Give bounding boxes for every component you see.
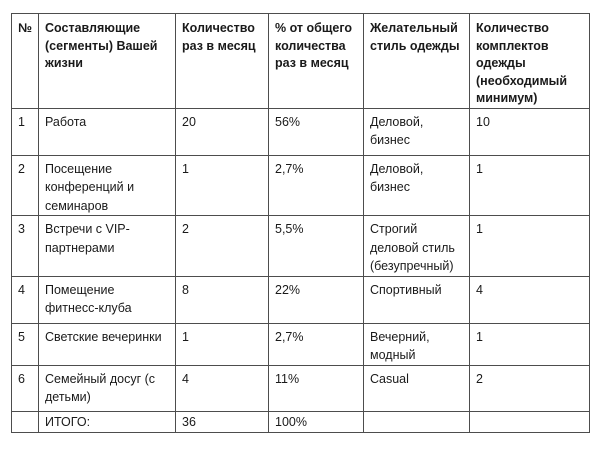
cell-style: Casual [364,365,470,411]
cell-times-per-month: 4 [176,365,269,411]
cell-segment: Помещение фитнесс‑клуба [39,276,176,323]
cell-sets: 4 [470,276,590,323]
col-header-number: № [12,14,39,109]
cell-sets: 1 [470,155,590,216]
cell-times-per-month: 8 [176,276,269,323]
cell-number: 3 [12,216,39,277]
col-header-style: Желательный стиль одежды [364,14,470,109]
total-row [12,411,590,432]
cell-style: Вечерний, модный [364,323,470,365]
total-sets [470,411,590,432]
cell-sets: 1 [470,216,590,277]
total-label: ИТОГО: [39,411,176,432]
cell-percent: 2,7% [269,155,364,216]
cell-segment: Посещение конференций и семинаров [39,155,176,216]
document-table-container [11,13,590,433]
cell-times-per-month: 2 [176,216,269,277]
cell-style: Строгий деловой стиль (безупречный) [364,216,470,277]
col-header-sets: Количество комплектов одежды (необходимый минимум) [470,14,590,109]
table-row [12,276,590,323]
cell-segment: Семейный досуг (с детьми) [39,365,176,411]
header-row [12,14,590,109]
table-row [12,155,590,216]
cell-style: Деловой, бизнес [364,108,470,155]
table-row [12,108,590,155]
cell-number: 4 [12,276,39,323]
total-times-per-month: 36 [176,411,269,432]
cell-number: 2 [12,155,39,216]
cell-segment: Светские вечеринки [39,323,176,365]
cell-number: 1 [12,108,39,155]
table-row [12,216,590,277]
table-row [12,323,590,365]
cell-percent: 2,7% [269,323,364,365]
cell-sets: 2 [470,365,590,411]
cell-sets: 1 [470,323,590,365]
total-percent: 100% [269,411,364,432]
life-segments-clothing-table [11,13,590,433]
col-header-segment: Составляющие (сегменты) Вашей жизни [39,14,176,109]
cell-segment: Встречи с VIP-партнерами [39,216,176,277]
table-row [12,365,590,411]
cell-sets: 10 [470,108,590,155]
cell-style: Спортивный [364,276,470,323]
cell-number [12,411,39,432]
cell-number: 5 [12,323,39,365]
cell-segment: Работа [39,108,176,155]
cell-percent: 56% [269,108,364,155]
cell-style: Деловой, бизнес [364,155,470,216]
cell-times-per-month: 1 [176,155,269,216]
cell-times-per-month: 1 [176,323,269,365]
col-header-times-per-month: Количество раз в месяц [176,14,269,109]
col-header-percent: % от общего количества раз в месяц [269,14,364,109]
cell-percent: 22% [269,276,364,323]
total-style [364,411,470,432]
cell-times-per-month: 20 [176,108,269,155]
cell-number: 6 [12,365,39,411]
cell-percent: 11% [269,365,364,411]
cell-percent: 5,5% [269,216,364,277]
